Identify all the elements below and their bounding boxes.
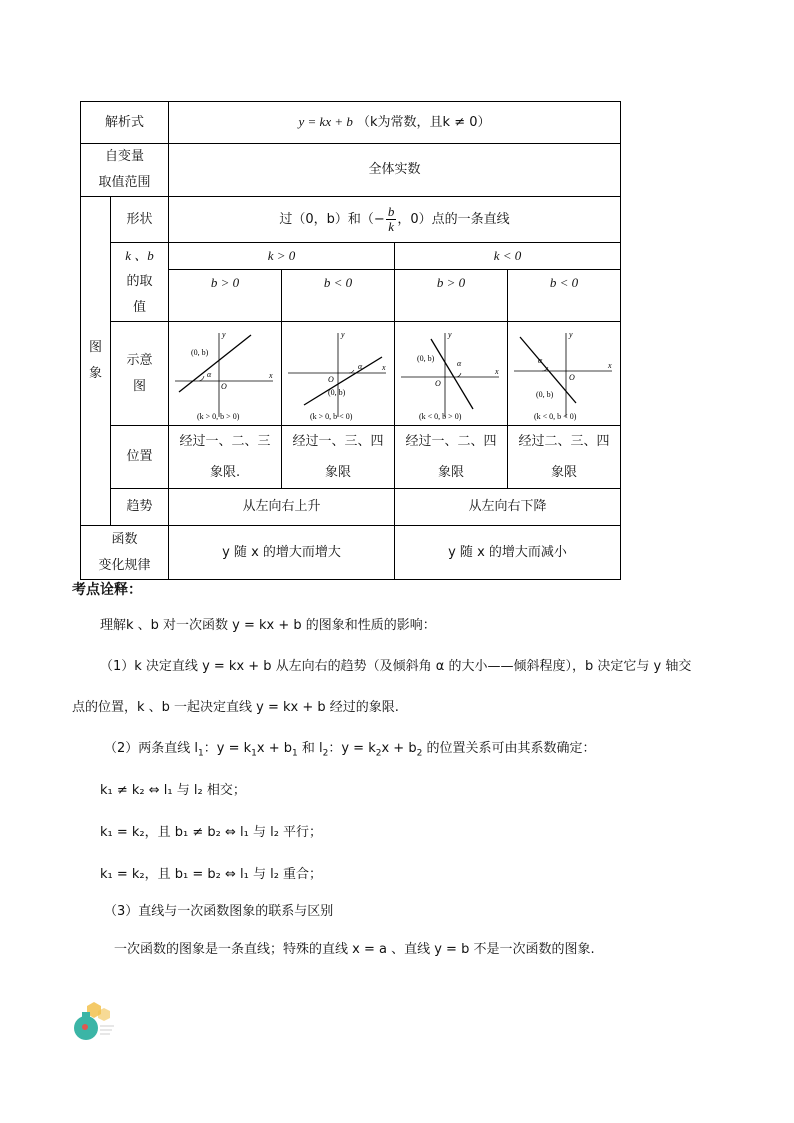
position-2 xyxy=(282,426,395,489)
shape-value xyxy=(169,197,621,243)
origin-label: O xyxy=(328,374,334,384)
graph-cell-1 xyxy=(169,322,282,426)
point-label: (0, b) xyxy=(536,389,554,399)
p3-part-b: ：y = k xyxy=(203,741,252,756)
position-4 xyxy=(508,426,621,489)
expression-formula: y = kx + b xyxy=(298,114,353,129)
position-2-line2: 象限 xyxy=(325,465,352,480)
b-value-4: b < 0 xyxy=(508,270,621,322)
rule-decrease: y 随 x 的增大而减小 xyxy=(395,526,621,580)
label-kb-line3: 值 xyxy=(133,300,147,315)
b-value-2: b < 0 xyxy=(282,270,395,322)
angle-label: α xyxy=(538,355,543,365)
note-paragraph-8: 一次函数的图象是一条直线；特殊的直线 x = a 、直线 y = b 不是一次函数的图象. xyxy=(114,942,595,957)
position-1-line2: 象限. xyxy=(209,465,241,480)
label-domain-line1: 自变量 xyxy=(105,149,145,164)
note-paragraph-1: 理解k 、b 对一次函数 y = kx + b 的图象和性质的影响： xyxy=(100,618,436,633)
domain-value: 全体实数 xyxy=(169,144,621,197)
graph-caption: (k < 0, b > 0) xyxy=(419,411,462,421)
y-axis-label: y xyxy=(448,329,452,339)
position-3-line1: 经过一、二、四 xyxy=(405,434,497,449)
x-axis-label: x xyxy=(382,362,386,372)
label-shape: 形状 xyxy=(111,197,169,243)
expression-cell xyxy=(169,102,621,144)
angle-arc xyxy=(457,373,461,377)
graph-line xyxy=(179,335,251,392)
label-kb-line2: 的取 xyxy=(126,274,153,289)
trend-up: 从左向右上升 xyxy=(169,489,395,526)
y-axis-label: y xyxy=(569,329,573,339)
flask-logo-icon xyxy=(72,1000,116,1042)
note-coincide: k₁ = k₂，且 b₁ = b₂ ⇔ l₁ 与 l₂ 重合； xyxy=(100,867,323,882)
shape-text-after: ，0）点的一条直线 xyxy=(397,212,510,227)
label-sketch-line2: 图 xyxy=(133,378,147,394)
section-heading: 考点诠释： xyxy=(72,582,142,598)
graph-caption: (k > 0, b < 0) xyxy=(310,411,353,421)
angle-arc xyxy=(349,370,354,373)
b-value-3: b > 0 xyxy=(395,270,508,322)
graph-3 xyxy=(397,325,505,423)
note-paragraph-7: （3）直线与一次函数图象的联系与区别 xyxy=(104,904,334,919)
rule-increase: y 随 x 的增大而增大 xyxy=(169,526,395,580)
group-label-1: 图 xyxy=(88,340,102,355)
fraction-denominator: k xyxy=(388,219,394,234)
p3-part-a: （2）两条直线 l xyxy=(104,741,199,756)
graph-caption: (k > 0, b > 0) xyxy=(197,411,240,421)
x-axis-label: x xyxy=(495,366,499,376)
label-rule-line2: 变化规律 xyxy=(98,557,151,573)
position-4-line2: 象限 xyxy=(551,465,578,480)
note-paragraph-2: （1）k 决定直线 y = kx + b 从左向右的趋势（及倾斜角 α 的大小——倾斜程度），b 决定它与 y 轴交 xyxy=(100,659,692,674)
label-trend: 趋势 xyxy=(111,489,169,526)
position-3-line2: 象限 xyxy=(438,465,465,480)
label-expression: 解析式 xyxy=(81,102,169,144)
fraction-numerator: b xyxy=(387,204,395,219)
graph-line xyxy=(304,357,382,405)
p3-part-g: 的位置关系可由其系数确定： xyxy=(422,741,596,756)
label-kb-line1: k 、b xyxy=(125,248,154,263)
point-label: (0, b) xyxy=(417,353,435,363)
position-2-line1: 经过一、三、四 xyxy=(292,434,384,449)
origin-label: O xyxy=(221,381,227,391)
label-domain-line2: 取值范围 xyxy=(98,175,151,190)
p3-part-f: x + b xyxy=(381,741,417,756)
p3-part-c: x + b xyxy=(256,741,292,756)
label-sketch-line1: 示意 xyxy=(126,352,153,368)
y-axis-label: y xyxy=(222,329,226,339)
shape-text-before: 过（0，b）和（− xyxy=(279,212,385,227)
x-axis-label: x xyxy=(608,360,612,370)
p3-part-d: 和 l xyxy=(297,741,323,756)
label-graph-group xyxy=(81,197,111,526)
angle-label: α xyxy=(358,361,363,371)
k-negative: k < 0 xyxy=(395,243,621,270)
x-axis-label: x xyxy=(269,370,273,380)
position-1-line1: 经过一、二、三 xyxy=(179,434,271,449)
note-intersect: k₁ ≠ k₂ ⇔ l₁ 与 l₂ 相交； xyxy=(100,783,246,798)
origin-label: O xyxy=(435,378,441,388)
graph-cell-4 xyxy=(508,322,621,426)
angle-arc xyxy=(199,376,204,381)
note-parallel: k₁ = k₂，且 b₁ ≠ b₂ ⇔ l₁ 与 l₂ 平行； xyxy=(100,825,323,840)
label-sketch xyxy=(111,322,169,426)
graph-caption: (k < 0, b < 0) xyxy=(534,411,577,421)
graph-line xyxy=(431,339,473,409)
shape-fraction xyxy=(386,205,397,234)
position-1 xyxy=(169,426,282,489)
label-position: 位置 xyxy=(111,426,169,489)
b-value-1: b > 0 xyxy=(169,270,282,322)
graph-cell-2 xyxy=(282,322,395,426)
point-label: (0, b) xyxy=(191,347,209,357)
function-properties-table xyxy=(80,101,621,580)
graph-2 xyxy=(284,325,392,423)
angle-label: α xyxy=(457,358,462,368)
trend-down: 从左向右下降 xyxy=(395,489,621,526)
angle-label: α xyxy=(207,369,212,379)
graph-1 xyxy=(171,325,279,423)
label-domain xyxy=(81,144,169,197)
position-3 xyxy=(395,426,508,489)
angle-arc xyxy=(542,367,548,371)
graph-cell-3 xyxy=(395,322,508,426)
p3-part-e: ：y = k xyxy=(328,741,376,756)
y-axis-label: y xyxy=(341,329,345,339)
origin-label: O xyxy=(569,372,575,382)
note-paragraph-2-cont: 点的位置，k 、b 一起决定直线 y = kx + b 经过的象限. xyxy=(72,700,399,715)
label-rule-line1: 函数 xyxy=(111,531,138,547)
k-positive: k > 0 xyxy=(169,243,395,270)
position-4-line1: 经过二、三、四 xyxy=(518,434,610,449)
graph-4 xyxy=(510,325,618,423)
group-label-2: 象 xyxy=(88,366,102,381)
note-paragraph-3: （2）两条直线 $l_1$：$y = k_1x + b_1$ 和 $l_2$：$y = k_2x + b_2$ 的位置关系可由其系数确定： xyxy=(104,741,596,759)
label-kb xyxy=(111,243,169,322)
expression-note: （k为常数，且k ≠ 0） xyxy=(357,115,491,130)
point-label: (0, b) xyxy=(328,387,346,397)
label-rule xyxy=(81,526,169,580)
